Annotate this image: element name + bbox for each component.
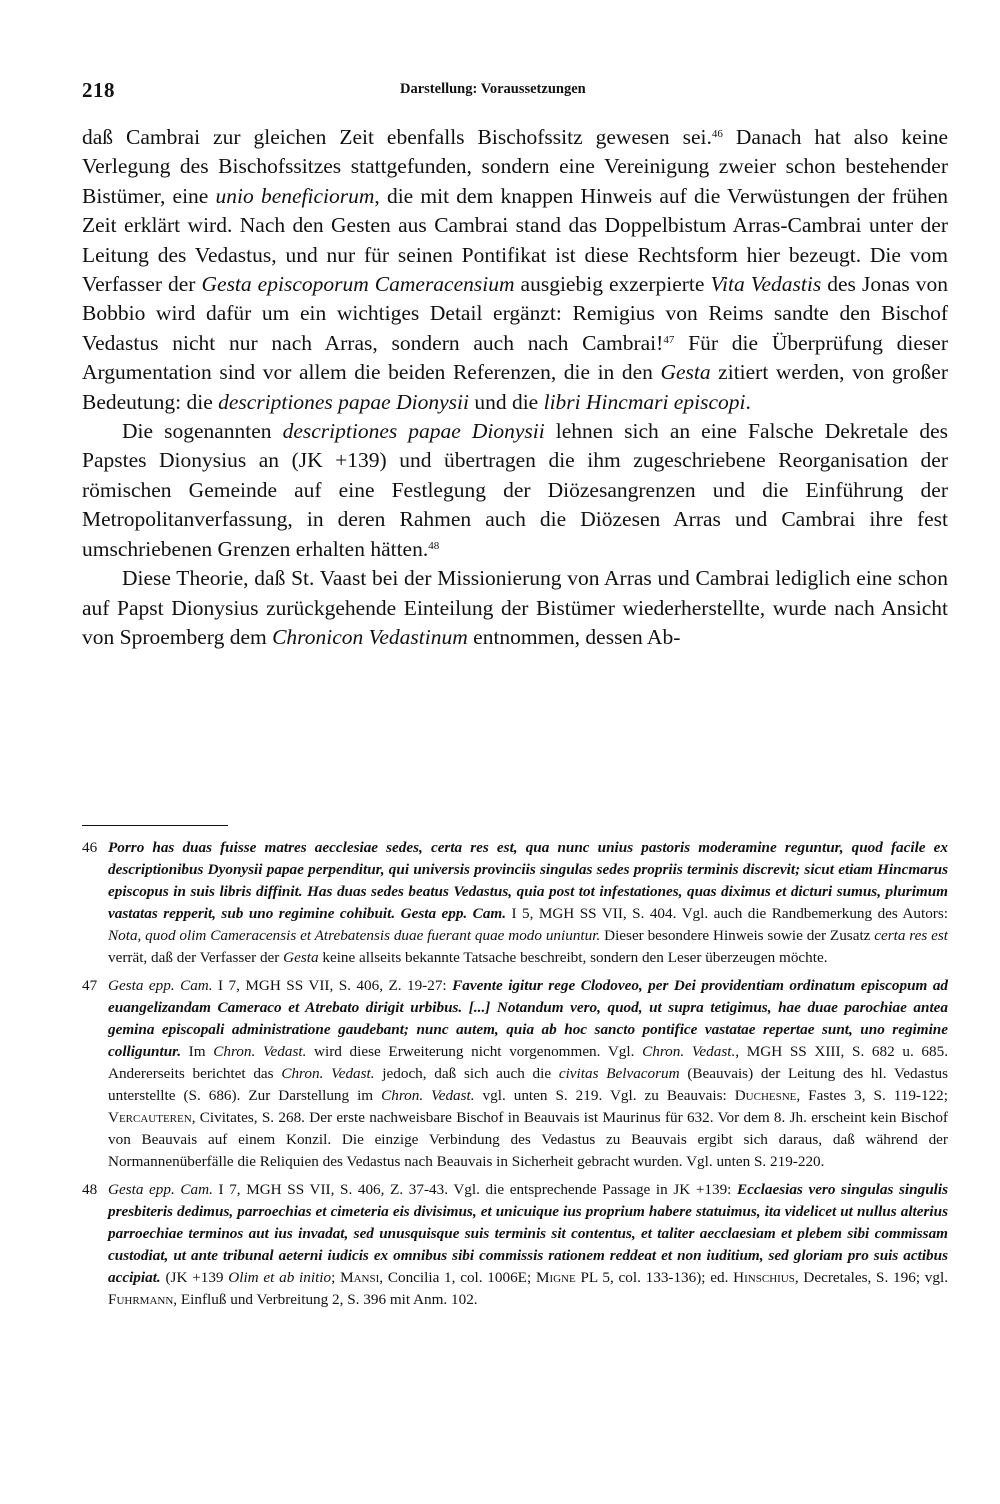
text-run: vgl. unten S. 219. Vgl. zu Beauvais: [474,1087,735,1104]
text-run: ; [331,1269,341,1286]
latin-quote: Nota, quod olim Cameracensis et Atrebatensis duae fuerant quae modo uniuntur. [108,927,601,944]
text-run: (JK +139 [160,1269,229,1286]
text-run: zitiert werden, von großer Bedeutung: die [82,360,948,414]
paragraph-1 [82,123,948,417]
italic-term: unio beneficiorum [215,183,375,208]
latin-quote: Porro has duas fuisse matres aecclesiae sedes, certa res est, qua nunc unius pastoris moderamine reguntur, quod facile ex descriptionibus Dyonysii papae perpenditur, qui universis provinciis singulas sedes propriis terminis discrevit; sicut etiam Hincmarus episcopus in suis libris diffinit. Has duas sedes beatus Vedastus, quia post tot infestationes, quas diximus et dicturi sumus, plurimum vastatas repperit, sub uno regimine cohibuit. Gesta epp. Cam. [108,839,948,922]
page-number: 218 [82,78,115,102]
text-run: wird diese Erweiterung nicht vorgenommen. Vgl. [306,1043,643,1060]
paragraph-3 [82,564,948,652]
text-run: I 7, MGH SS VII, S. 406, Z. 37-43. Vgl. die entsprechende Passage in JK +139: [212,1181,738,1198]
italic-term: descriptiones papae Dionysii [218,389,469,414]
main-text [82,123,948,652]
italic-title: Gesta epp. Cam. [108,977,213,994]
author-name: Migne [535,1269,576,1286]
text-run: daß Cambrai zur gleichen Zeit ebenfalls Bischofssitz gewesen sei. [82,125,712,149]
italic-title: Vita Vedastis [710,272,822,297]
text-run: , MGH SS XIII, S. 682 u. 685. Andererseits berichtet das [108,1043,948,1082]
text-run: Die sogenannten [122,419,283,444]
italic-term: libri Hincmari episcopi [543,389,746,414]
author-name: Hinschius [733,1269,795,1286]
author-name: Mansi [340,1269,380,1286]
footnote-ref-47: 47 [663,333,675,346]
footnote-separator [82,825,228,826]
author-name: Duchesne [734,1087,797,1104]
latin-term: civitas Belvacorum [558,1065,680,1082]
text-run: (Beauvais) der Leitung des hl. Vedastus unterstellte (S. 686). Zur Darstellung im [108,1065,948,1104]
italic-term: descriptiones papae Dionysii [282,419,545,444]
text-run: , Einfluß und Verbreitung 2, S. 396 mit Anm. 102. [173,1291,478,1308]
latin-quote: certa res est [874,927,948,944]
latin-quote: Ecclaesias vero singulas singulis presbiteris dedimus, parroechias et cimeteria eis divisimus, et unicuique ius proprium habere statuimus, ita videlicet ut nullus alterius parroechiae terminos aut ius invadat, sed unusquisque suis terminis sit contentus, et taliter aecclaesiam et plebem sibi commissam custodiat, ut ante tribunal aeterni iudicis ex omnibus sibi commissis rationem reddeat et non iuditium, sed gloriam pro suis actibus accipiat. [108,1181,948,1286]
text-run: keine allseits bekannte Tatsache beschreibt, sondern den Leser überzeugen möchte. [318,949,828,966]
italic-title: Chronicon Vedastinum [272,624,468,649]
text-run: lehnen sich an eine Falsche Dekretale des Papstes Dionysius an (JK +139) und übertragen die ihm zugeschriebene Reorganisation der römischen Gemeinde auf eine Festlegung der Diözesangrenzen und die Einführung der Metropolitanverfassung, in deren Rahmen auch die Diözesen Arras und Cambrai ihre fest umschriebenen Grenzen erhalten hätten. [82,419,948,561]
text-run: , Civitates, S. 268. Der erste nachweisbare Bischof in Beauvais ist Maurinus für 632. Vor dem 8. Jh. erscheint kein Bischof von Beauvais auf einem Konzil. Die einzige Verbindung des Vedastus zu Beauvais ergibt sich daraus, daß während der Normannenüberfälle die Reliquien des Vedastus nach Beauvais in Sicherheit gebracht wurden. Vgl. unten S. 219-220. [108,1109,948,1170]
italic-title: Gesta [660,360,711,385]
italic-title: Chron. Vedast. [281,1065,375,1082]
text-run: I 7, MGH SS VII, S. 406, Z. 19-27: [212,977,453,994]
footnote-number: 47 [82,977,98,994]
paragraph-2 [82,417,948,564]
footnote-ref-46: 46 [711,128,723,140]
italic-title: Gesta [283,949,319,966]
author-name: Vercauteren [108,1109,192,1126]
text-run: Danach hat also keine Verlegung des Bischofssitzes stattgefunden, sondern eine Vereinigung zweier schon bestehender Bistümer, eine [82,125,948,208]
text-run: Im [181,1043,214,1060]
text-run: ausgiebig exzerpierte [514,272,711,297]
italic-title: Chron. Vedast. [642,1043,736,1060]
text-run: , die mit dem knappen Hinweis auf die Verwüstungen der frühen Zeit erklärt wird. Nach den Gesten aus Cambrai stand das Doppelbistum Arras-Cambrai unter der Leitung des Vedastus, und nur für seinen Pontifikat ist diese Rechtsform hier bezeugt. Die vom Verfasser der [82,183,948,297]
italic-title: Chron. Vedast. [213,1043,307,1060]
text-run: PL 5, col. 133-136); ed. [575,1269,734,1286]
text-run: , Decretales, S. 196; vgl. [794,1269,949,1286]
page-header [82,78,948,108]
footnote-48 [82,1179,948,1311]
footnote-47 [82,975,948,1173]
footnote-number: 48 [82,1181,98,1198]
text-run: entnommen, dessen Ab- [467,624,681,649]
text-run: jedoch, daß sich auch die [374,1065,559,1082]
text-run: des Jonas von Bobbio wird dafür um ein wichtiges Detail ergänzt: Remigius von Reims sandte den Bischof Vedastus nicht nur nach Arras, sondern auch nach Cambrai! [82,272,949,355]
text-run: , Fastes 3, S. 119-122; [796,1087,948,1104]
text-run: . [745,389,751,414]
latin-quote: Favente igitur rege Clodoveo, per Dei providentiam ordinatum episcopum ad euangelizandam Cameraco et Atrebato dirigit urbibus. [...] Notandum vero, quod, ut supra tetigimus, hae duae parochiae antea gemina episcopali administratione gaudebant; nunc autem, quia ab hoc sancto pontifice vastatae repertae sunt, uno regimine colliguntur. [108,977,949,1060]
italic-title: Gesta epp. Cam. [108,1181,213,1198]
footnote-46 [82,837,948,969]
text-run: I 5, MGH SS VII, S. 404. Vgl. auch die Randbemerkung des Autors: [506,905,948,922]
running-head: Darstellung: Voraussetzungen [400,81,586,97]
author-name: Fuhrmann [108,1291,174,1308]
footnote-ref-48: 48 [428,539,440,552]
text-run: Dieser besondere Hinweis sowie der Zusatz [600,927,875,944]
text-run: verrät, daß der Verfasser der [108,949,284,966]
italic-title: Chron. Vedast. [381,1087,475,1104]
footnote-number: 46 [82,839,98,856]
text-run: Diese Theorie, daß St. Vaast bei der Missionierung von Arras und Cambrai lediglich eine schon auf Papst Dionysius zurückgehende Einteilung der Bistümer wiederherstellte, wurde nach Ansicht von Sproemberg dem [82,566,948,649]
italic-title: Olim et ab initio [228,1269,332,1286]
footnotes [82,837,948,1317]
text-run: und die [468,389,544,414]
text-run: Für die Überprüfung dieser Argumentation sind vor allem die beiden Referenzen, die in den [82,330,948,385]
text-run: , Concilia 1, col. 1006E; [379,1269,536,1286]
italic-title: Gesta episcoporum Cameracensium [201,272,515,297]
